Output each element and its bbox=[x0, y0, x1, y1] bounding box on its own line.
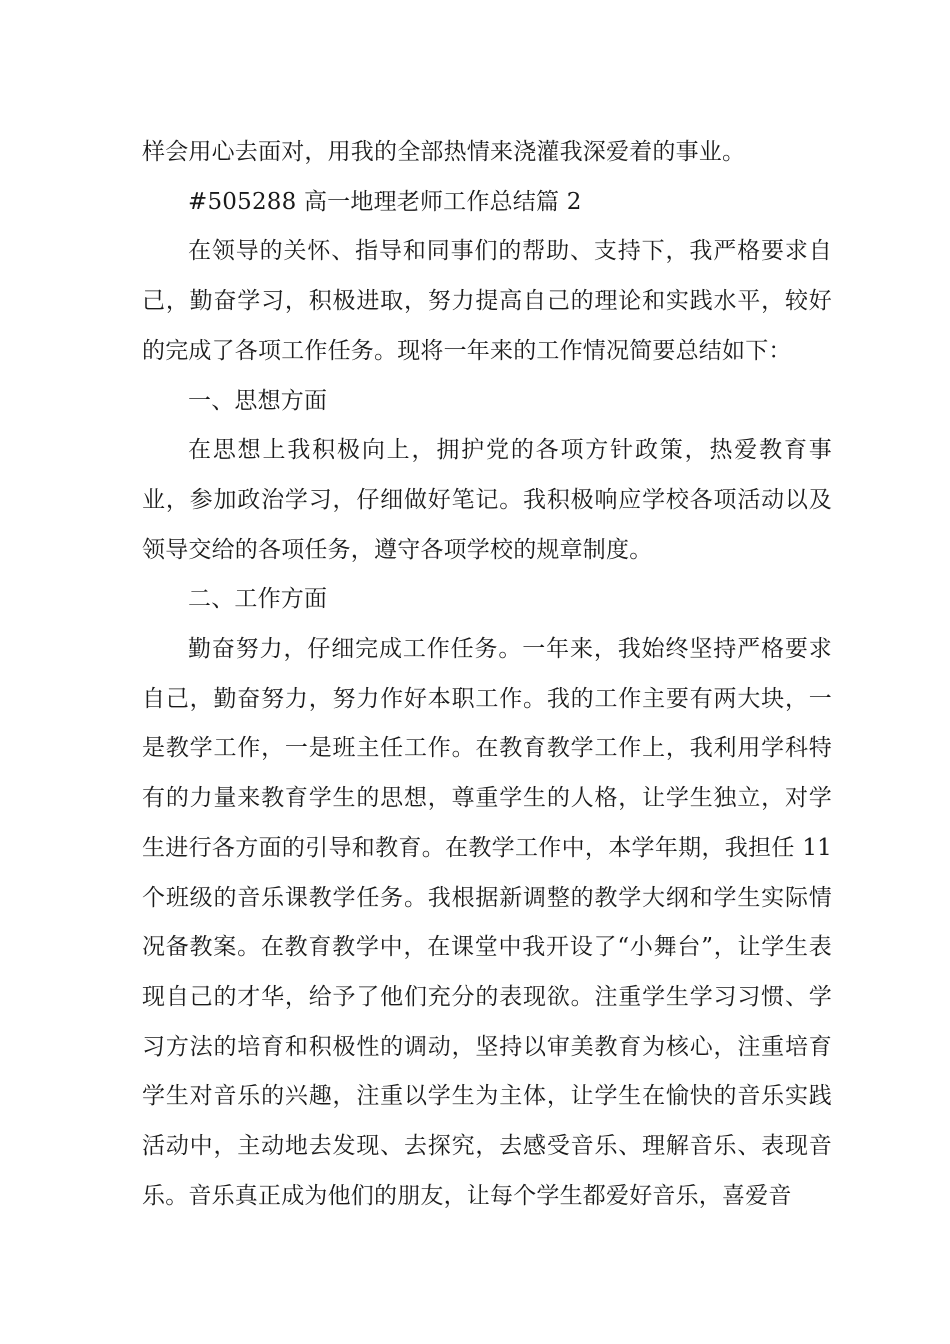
paragraph-intro: 在领导的关怀、指导和同事们的帮助、支持下，我严格要求自己，勤奋学习，积极进取，努力提高自己的理论和实践水平，较好的完成了各项工作任务。现将一年来的工作情况简要总结如下： bbox=[142, 238, 832, 364]
paragraph-thought: 在思想上我积极向上，拥护党的各项方针政策，热爱教育事业，参加政治学习，仔细做好笔记。我积极响应学校各项活动以及领导交给的各项任务，遵守各项学校的规章制度。 bbox=[142, 437, 832, 563]
section-heading-work: 二、工作方面 bbox=[188, 586, 328, 613]
section-heading-title: #505288 高一地理老师工作总结篇 2 bbox=[188, 188, 582, 215]
paragraph-continuation: 样会用心去面对，用我的全部热情来浇灌我深爱着的事业。 bbox=[142, 139, 746, 165]
section-heading-thought: 一、思想方面 bbox=[188, 387, 328, 414]
document-body bbox=[142, 128, 832, 1221]
paragraph-work: 勤奋努力，仔细完成工作任务。一年来，我始终坚持严格要求自己，勤奋努力，努力作好本职工作。我的工作主要有两大块，一是教学工作，一是班主任工作。在教育教学工作上，我利用学科特有的力量来教育学生的思想，尊重学生的人格，让学生独立，对学生进行各方面的引导和教育。在教学工作中，本学年期，我担任 11 个班级的音乐课教学任务。我根据新调整的教学大纲和学生实际情况备教案。在教育教学中，在课堂中我开设了“小舞台”，让学生表现自己的才华，给予了他们充分的表现欲。注重学生学习习惯、学习方法的培育和积极性的调动，坚持以审美教育为核心，注重培育学生对音乐的兴趣，注重以学生为主体，让学生在愉快的音乐实践活动中，主动地去发现、去探究，去感受音乐、理解音乐、表现音乐。音乐真正成为他们的朋友，让每个学生都爱好音乐，喜爱音 bbox=[142, 636, 832, 1209]
